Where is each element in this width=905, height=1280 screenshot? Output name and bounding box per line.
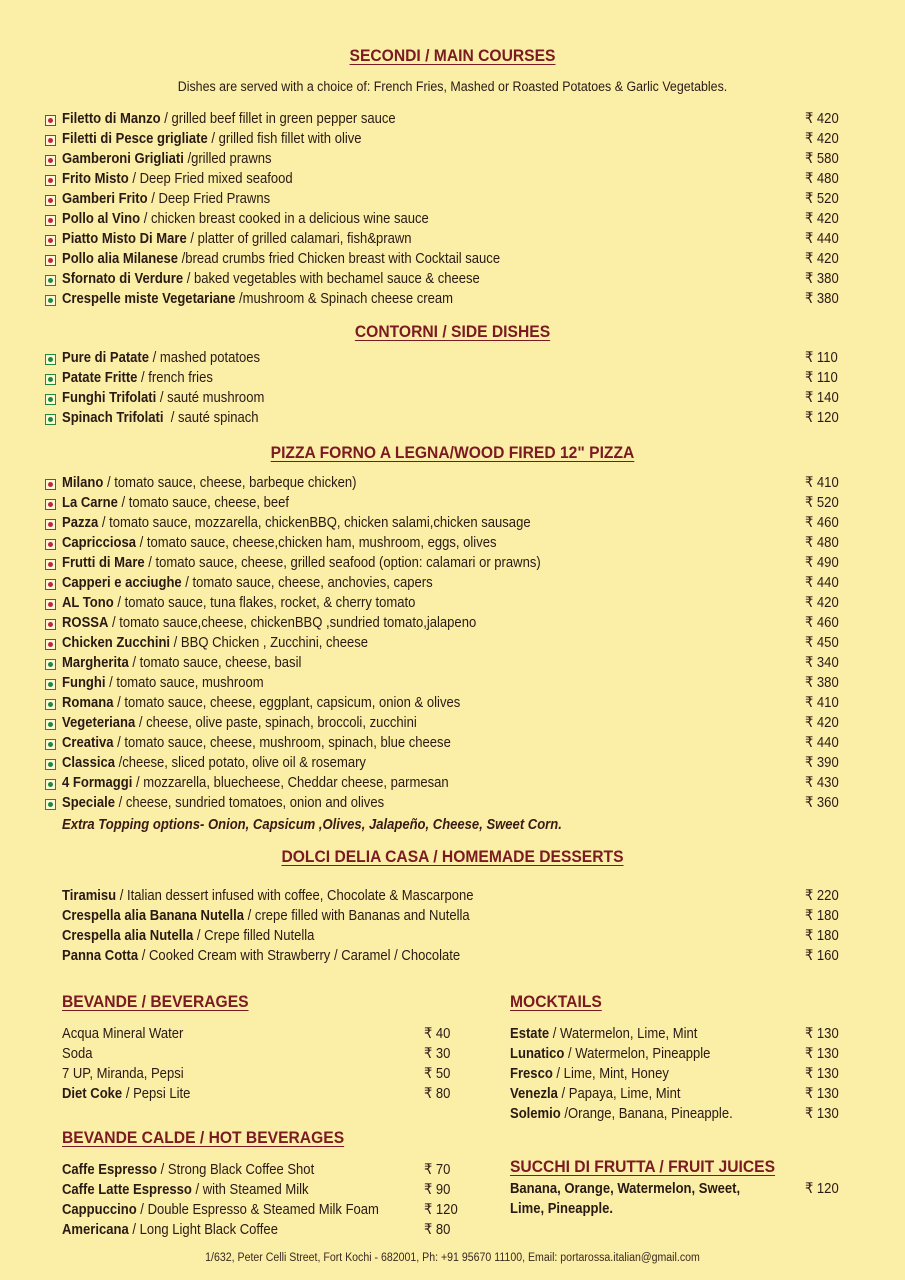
item-name: Crespella alia Banana Nutella <box>62 908 245 924</box>
item-text <box>510 1106 733 1122</box>
item-name: Venezla <box>510 1086 558 1102</box>
nonveg-mark-icon <box>45 255 56 266</box>
item-price: ₹ 50 <box>424 1066 451 1082</box>
menu-page: SECONDI / MAIN COURSES Dishes are served with a choice of: French Fries, Mashed or Roasted Potatoes & Garlic Vegetables. Filetto di Manzo / grilled beef fillet in green pepper sauce ₹ 420 Filetti di Pesce grigliate / grilled fish fillet with olive ₹ 420 Gamberoni Grigliati /grilled prawns ₹ 580 Frito Misto / Deep Fried mixed seafood ₹ 480 Gamberi Frito / Deep Fried Prawns ₹ 520 Pollo al Vino / chicken breast cooked in a delicious wine sauce ₹ 420 Piatto Misto Di Mare / platter of grilled calamari, fish&prawn ₹ 440 Pollo alia Milanese /bread crumbs fried Chicken breast with Cocktail sauce ₹ 420 Sfornato di Verdure / baked vegetables with bechamel sauce & cheese ₹ 380 Crespelle miste Vegetariane /mushroom & Spinach cheese cream ₹ 380 CONTORNI / SIDE DISHES Pure di Patate / mashed potatoes ₹ 110 Patate Fritte / french fries ₹ 110 Funghi Trifolati / sauté mushroom ₹ 140 Spinach Trifolati / sauté spinach ₹ 120 PIZZA FORNO A LEGNA/WOOD FIRED 12" PIZZA Milano / tomato sauce, cheese, barbeque chicken) ₹ 410 La Carne / tomato sauce, cheese, beef ₹ 520 Pazza / tomato sauce, mozzarella, chickenBBQ, chicken salami,chicken sausage ₹ 460 Capricciosa / tomato sauce, cheese,chicken ham, mushroom, eggs, olives ₹ 480 Frutti di Mare / tomato sauce, cheese, grilled seafood (option: calamari or prawns) ₹ 490 Capperi e acciughe / tomato sauce, cheese, anchovies, capers ₹ 440 AL Tono / tomato sauce, tuna flakes, rocket, & cherry tomato ₹ 420 ROSSA / tomato sauce,cheese, chickenBBQ ,sundried tomato,jalapeno ₹ 460 Chicken Zucchini / BBQ Chicken , Zucchini, cheese ₹ 450 Margherita / tomato sauce, cheese, basil ₹ 340 Funghi / tomato sauce, mushroom ₹ 380 Romana / tomato sauce, cheese, eggplant, capsicum, onion & olives ₹ 410 Vegeteriana / cheese, olive paste, spinach, broccoli, zucchini ₹ 420 Creativa / tomato sauce, cheese, mushroom, spinach, blue cheese ₹ 440 Classica /cheese, sliced potato, olive oil & rosemary ₹ 390 4 Formaggi / mozzarella, bluecheese, Cheddar cheese, parmesan ₹ 430 Speciale / cheese, sundried tomatoes, onion and olives ₹ 360 Extra Topping options- Onion, Capsicum ,Olives, Jalapeño, Cheese, Sweet Corn. DOLCI DELIA CASA / HOMEMADE DESSERTS Tiramisu / Italian dessert infused with coffee, Chocolate & Mascarpone ₹ 220 Crespella alia Banana Nutella / crepe filled with Bananas and Nutella ₹ 180 Crespella alia Nutella / Crepe filled Nutella ₹ 180 Panna Cotta / Cooked Cream with Strawberry / Caramel / Chocolate ₹ 160 BEVANDE / BEVERAGES Acqua Mineral Water ₹ 40 Soda ₹ 30 7 UP, Miranda, Pepsi ₹ 50 Diet Coke / Pepsi Lite ₹ 80 BEVANDE CALDE / HOT BEVERAGES Caffe Espresso / Strong Black Coffee Shot ₹ 70 Caffe Latte Espresso / with Steamed Milk ₹ 90 Cappuccino / Double Espresso & Steamed Milk Foam ₹ 120 Americana / Long Light Black Coffee ₹ 80 MOCKTAILS Estate / Watermelon, Lime, Mint ₹ 130 Lunatico / Watermelon, Pineapple ₹ 130 Fresco / Lime, Mint, Honey ₹ 130 Venezla / Papaya, Lime, Mint ₹ 130 Solemio /Orange, Banana, Pineapple. ₹ 130 SUCCHI DI FRUTTA / FRUIT JUICES Banana, Orange, Watermelon, Sweet, Lime, Pineapple. ₹ 120 1/632, Peter Celli Street, Fort Kochi - 682001, Ph: +91 95670 11100, Email: portarossa.italian@gmail.com <box>0 0 905 1280</box>
secondi-heading: SECONDI / MAIN COURSES <box>349 46 556 65</box>
veg-mark-icon <box>45 659 56 670</box>
bevande-heading: BEVANDE / BEVERAGES <box>62 992 249 1011</box>
calde-heading: BEVANDE CALDE / HOT BEVERAGES <box>62 1128 345 1147</box>
item-price: ₹ 440 <box>805 575 839 591</box>
item-price: ₹ 120 <box>805 410 839 426</box>
item-description: / tomato sauce,cheese, chickenBBQ ,sundried tomato,jalapeno <box>108 615 477 631</box>
item-name: ROSSA <box>62 615 109 631</box>
secondi-item <box>0 251 905 271</box>
item-description: / Lime, Mint, Honey <box>552 1066 669 1082</box>
contorni-heading: CONTORNI / SIDE DISHES <box>354 322 551 341</box>
item-name: AL Tono <box>62 595 114 611</box>
mocktails-item <box>0 1106 905 1126</box>
item-price: ₹ 410 <box>805 695 839 711</box>
item-name: Panna Cotta <box>62 948 139 964</box>
item-text <box>62 390 264 406</box>
item-description: / cheese, sundried tomatoes, onion and olives <box>114 795 385 811</box>
mocktails-item <box>0 1086 905 1106</box>
item-description: / Cooked Cream with Strawberry / Caramel / Chocolate <box>138 948 461 964</box>
secondi-item <box>0 151 905 171</box>
item-description: / Watermelon, Lime, Mint <box>549 1026 698 1042</box>
item-price: ₹ 410 <box>805 475 839 491</box>
nonveg-mark-icon <box>45 519 56 530</box>
item-name: Creativa <box>62 735 114 751</box>
veg-mark-icon <box>45 779 56 790</box>
item-description: Acqua Mineral Water <box>62 1026 184 1042</box>
item-price: ₹ 460 <box>805 615 839 631</box>
item-price: ₹ 420 <box>805 111 839 127</box>
item-price: ₹ 110 <box>805 370 838 386</box>
item-price: ₹ 420 <box>805 715 839 731</box>
veg-mark-icon <box>45 679 56 690</box>
item-price: ₹ 130 <box>805 1066 839 1082</box>
item-name: Solemio <box>510 1106 561 1122</box>
nonveg-mark-icon <box>45 195 56 206</box>
secondi-note: Dishes are served with a choice of: French Fries, Mashed or Roasted Potatoes & Garlic Vegetables. <box>177 79 728 94</box>
item-description: / mozzarella, bluecheese, Cheddar cheese, parmesan <box>132 775 449 791</box>
secondi-item <box>0 211 905 231</box>
item-price: ₹ 130 <box>805 1026 839 1042</box>
item-price: ₹ 140 <box>805 390 839 406</box>
item-name: Vegeteriana <box>62 715 136 731</box>
item-price: ₹ 130 <box>805 1086 839 1102</box>
nonveg-mark-icon <box>45 579 56 590</box>
pizza-item <box>0 555 905 575</box>
veg-mark-icon <box>45 739 56 750</box>
item-text <box>62 675 264 691</box>
item-name: Filetti di Pesce grigliate <box>62 131 208 147</box>
item-price: ₹ 90 <box>424 1182 451 1198</box>
item-text <box>62 350 260 366</box>
item-description: / sauté spinach <box>163 410 259 426</box>
item-description: /cheese, sliced potato, olive oil & rosemary <box>114 755 366 771</box>
contorni-item <box>0 410 905 430</box>
item-description: / tomato sauce, cheese, barbeque chicken) <box>103 475 357 491</box>
pizza-item <box>0 735 905 755</box>
item-price: ₹ 460 <box>805 515 839 531</box>
secondi-item <box>0 291 905 311</box>
item-text <box>62 948 460 964</box>
item-description: / Deep Fried Prawns <box>147 191 271 207</box>
veg-mark-icon <box>45 394 56 405</box>
item-name: La Carne <box>62 495 118 511</box>
calde-item <box>0 1202 905 1222</box>
veg-mark-icon <box>45 275 56 286</box>
item-text <box>62 575 433 591</box>
item-text <box>62 495 289 511</box>
item-text <box>62 555 541 571</box>
item-price: ₹ 520 <box>805 495 839 511</box>
item-price: ₹ 80 <box>424 1086 451 1102</box>
pizza-item <box>0 615 905 635</box>
nonveg-mark-icon <box>45 639 56 650</box>
item-name: Pollo al Vino <box>62 211 141 227</box>
item-text <box>62 715 417 731</box>
item-description: / tomato sauce, cheese, anchovies, capers <box>181 575 433 591</box>
item-text <box>62 131 362 147</box>
secondi-item <box>0 271 905 291</box>
item-text <box>62 211 429 227</box>
item-name: Caffe Espresso <box>62 1162 158 1178</box>
item-description: / tomato sauce, tuna flakes, rocket, & cherry tomato <box>113 595 416 611</box>
nonveg-mark-icon <box>45 175 56 186</box>
item-price: ₹ 420 <box>805 211 839 227</box>
item-description: / platter of grilled calamari, fish&prawn <box>186 231 412 247</box>
nonveg-mark-icon <box>45 539 56 550</box>
item-name: Fresco <box>510 1066 553 1082</box>
item-price: ₹ 130 <box>805 1046 839 1062</box>
pizza-item <box>0 635 905 655</box>
item-name: Milano <box>62 475 104 491</box>
item-name: Crespelle miste Vegetariane <box>62 291 236 307</box>
secondi-item <box>0 191 905 211</box>
item-name: Gamberi Frito <box>62 191 148 207</box>
item-price: ₹ 390 <box>805 755 839 771</box>
pizza-item <box>0 535 905 555</box>
item-price: ₹ 480 <box>805 171 839 187</box>
item-text <box>62 151 272 167</box>
item-description: 7 UP, Miranda, Pepsi <box>62 1066 184 1082</box>
veg-mark-icon <box>45 374 56 385</box>
veg-mark-icon <box>45 414 56 425</box>
item-description: / BBQ Chicken , Zucchini, cheese <box>170 635 369 651</box>
contorni-item <box>0 350 905 370</box>
item-name: 4 Formaggi <box>62 775 133 791</box>
item-name: Pollo alia Milanese <box>62 251 179 267</box>
pizza-item <box>0 475 905 495</box>
item-description: / sauté mushroom <box>156 390 265 406</box>
item-name: Capperi e acciughe <box>62 575 182 591</box>
item-text <box>62 191 270 207</box>
item-text <box>62 888 474 904</box>
item-name: Cappuccino <box>62 1202 137 1218</box>
calde-item <box>0 1222 905 1242</box>
veg-mark-icon <box>45 295 56 306</box>
item-description: / tomato sauce, cheese, mushroom, spinach, blue cheese <box>113 735 451 751</box>
item-name: Pazza <box>62 515 99 531</box>
item-text <box>62 735 451 751</box>
item-price: ₹ 360 <box>805 795 839 811</box>
item-description: / chicken breast cooked in a delicious wine sauce <box>140 211 429 227</box>
mocktails-heading: MOCKTAILS <box>510 992 602 1011</box>
item-price: ₹ 340 <box>805 655 839 671</box>
item-name: Frutti di Mare <box>62 555 145 571</box>
item-description: / tomato sauce, cheese,chicken ham, mushroom, eggs, olives <box>135 535 497 551</box>
item-description: / baked vegetables with bechamel sauce & cheese <box>183 271 480 287</box>
secondi-item <box>0 111 905 131</box>
item-description: / grilled fish fillet with olive <box>207 131 362 147</box>
item-name: Crespella alia Nutella <box>62 928 194 944</box>
item-price: ₹ 160 <box>805 948 839 964</box>
item-text <box>510 1026 697 1042</box>
item-text <box>62 251 500 267</box>
item-text <box>510 1066 669 1082</box>
item-description: / grilled beef fillet in green pepper sauce <box>160 111 396 127</box>
item-description: /bread crumbs fried Chicken breast with Cocktail sauce <box>178 251 501 267</box>
succhi-heading: SUCCHI DI FRUTTA / FRUIT JUICES <box>510 1157 776 1176</box>
item-price: ₹ 520 <box>805 191 839 207</box>
item-description: / Strong Black Coffee Shot <box>157 1162 315 1178</box>
item-text <box>510 1046 710 1062</box>
item-price: ₹ 380 <box>805 271 839 287</box>
item-price: ₹ 30 <box>424 1046 451 1062</box>
veg-mark-icon <box>45 354 56 365</box>
item-text <box>62 615 476 631</box>
item-text <box>62 655 301 671</box>
item-description: / Double Espresso & Steamed Milk Foam <box>136 1202 379 1218</box>
item-description: / cheese, olive paste, spinach, broccoli, zucchini <box>135 715 417 731</box>
item-description: / Crepe filled Nutella <box>193 928 315 944</box>
nonveg-mark-icon <box>45 155 56 166</box>
item-name: Diet Coke <box>62 1086 123 1102</box>
item-text <box>62 410 259 426</box>
veg-mark-icon <box>45 719 56 730</box>
nonveg-mark-icon <box>45 599 56 610</box>
item-price: ₹ 420 <box>805 251 839 267</box>
item-text <box>62 231 412 247</box>
dolci-heading: DOLCI DELIA CASA / HOMEMADE DESSERTS <box>281 847 624 866</box>
item-name: Americana <box>62 1222 129 1238</box>
item-text <box>62 171 293 187</box>
item-description: / tomato sauce, mozzarella, chickenBBQ, chicken salami,chicken sausage <box>98 515 531 531</box>
pizza-item <box>0 755 905 775</box>
extra-topping-note: Extra Topping options- Onion, Capsicum ,Olives, Jalapeño, Cheese, Sweet Corn. <box>62 817 562 833</box>
item-name: Funghi Trifolati <box>62 390 157 406</box>
contorni-item <box>0 370 905 390</box>
item-description: / tomato sauce, cheese, eggplant, capsicum, onion & olives <box>113 695 461 711</box>
secondi-item <box>0 231 905 251</box>
item-name: Pure di Patate <box>62 350 150 366</box>
pizza-item <box>0 795 905 815</box>
item-description: / Italian dessert infused with coffee, Chocolate & Mascarpone <box>116 888 474 904</box>
item-description: / with Steamed Milk <box>191 1182 309 1198</box>
item-price: ₹ 440 <box>805 231 839 247</box>
item-description: / tomato sauce, cheese, grilled seafood (option: calamari or prawns) <box>144 555 541 571</box>
item-text <box>62 755 366 771</box>
item-name: Estate <box>510 1026 550 1042</box>
footer-address: 1/632, Peter Celli Street, Fort Kochi - 682001, Ph: +91 95670 11100, Email: portarossa.italian@gmail.com <box>205 1252 700 1264</box>
item-text <box>62 775 449 791</box>
item-name: Capricciosa <box>62 535 136 551</box>
item-price: ₹ 130 <box>805 1106 839 1122</box>
item-name: Romana <box>62 695 114 711</box>
nonveg-mark-icon <box>45 619 56 630</box>
item-text <box>62 1202 379 1218</box>
pizza-heading: PIZZA FORNO A LEGNA/WOOD FIRED 12" PIZZA <box>270 443 635 462</box>
item-description: / Deep Fried mixed seafood <box>128 171 293 187</box>
item-name: Filetto di Manzo <box>62 111 161 127</box>
veg-mark-icon <box>45 699 56 710</box>
nonveg-mark-icon <box>45 135 56 146</box>
item-text <box>62 1222 278 1238</box>
item-name: Funghi <box>62 675 106 691</box>
item-description: /grilled prawns <box>183 151 272 167</box>
item-price: ₹ 420 <box>805 595 839 611</box>
item-name: Piatto Misto Di Mare <box>62 231 187 247</box>
item-price: ₹ 380 <box>805 675 839 691</box>
item-description: / french fries <box>137 370 213 386</box>
item-name: Sfornato di Verdure <box>62 271 184 287</box>
nonveg-mark-icon <box>45 499 56 510</box>
secondi-item <box>0 171 905 191</box>
item-price: ₹ 110 <box>805 350 838 366</box>
nonveg-mark-icon <box>45 235 56 246</box>
pizza-item <box>0 715 905 735</box>
item-text <box>62 795 384 811</box>
item-price: ₹ 220 <box>805 888 839 904</box>
item-description: / Papaya, Lime, Mint <box>557 1086 681 1102</box>
item-price: ₹ 380 <box>805 291 839 307</box>
item-description: / tomato sauce, mushroom <box>105 675 264 691</box>
nonveg-mark-icon <box>45 559 56 570</box>
item-text <box>62 695 460 711</box>
pizza-item <box>0 695 905 715</box>
pizza-item <box>0 495 905 515</box>
item-price: ₹ 430 <box>805 775 839 791</box>
item-description: / Long Light Black Coffee <box>128 1222 278 1238</box>
mocktails-item <box>0 1026 905 1046</box>
item-text <box>62 111 396 127</box>
mocktails-item <box>0 1066 905 1086</box>
item-description: Soda <box>62 1046 93 1062</box>
item-text <box>62 475 357 491</box>
dolci-item <box>0 948 905 968</box>
item-price: ₹ 180 <box>805 908 839 924</box>
item-text <box>62 928 314 944</box>
item-price: ₹ 80 <box>424 1222 451 1238</box>
item-text <box>62 515 531 531</box>
dolci-item <box>0 888 905 908</box>
item-price: ₹ 480 <box>805 535 839 551</box>
item-name: Frito Misto <box>62 171 129 187</box>
item-price: ₹ 450 <box>805 635 839 651</box>
item-name: Margherita <box>62 655 129 671</box>
item-name: Chicken Zucchini <box>62 635 171 651</box>
veg-mark-icon <box>45 799 56 810</box>
nonveg-mark-icon <box>45 479 56 490</box>
item-description: / Watermelon, Pineapple <box>564 1046 711 1062</box>
item-text <box>62 908 470 924</box>
item-price: ₹ 490 <box>805 555 839 571</box>
item-text <box>62 370 213 386</box>
mocktails-item <box>0 1046 905 1066</box>
item-text <box>62 535 497 551</box>
pizza-item <box>0 595 905 615</box>
item-text <box>62 1162 314 1178</box>
pizza-item <box>0 515 905 535</box>
item-text <box>510 1086 680 1102</box>
item-price: ₹ 420 <box>805 131 839 147</box>
item-name: Speciale <box>62 795 115 811</box>
nonveg-mark-icon <box>45 215 56 226</box>
item-description: /mushroom & Spinach cheese cream <box>235 291 453 307</box>
item-text <box>62 635 368 651</box>
item-name: Lunatico <box>510 1046 565 1062</box>
item-description: / mashed potatoes <box>149 350 261 366</box>
item-text <box>62 271 480 287</box>
item-description: / tomato sauce, cheese, basil <box>128 655 302 671</box>
item-description: / Pepsi Lite <box>122 1086 191 1102</box>
item-name: Patate Fritte <box>62 370 138 386</box>
item-name: Classica <box>62 755 115 771</box>
dolci-item <box>0 908 905 928</box>
pizza-item <box>0 575 905 595</box>
contorni-item <box>0 390 905 410</box>
item-price: ₹ 120 <box>424 1202 458 1218</box>
item-description: / crepe filled with Bananas and Nutella <box>244 908 470 924</box>
pizza-item <box>0 775 905 795</box>
item-price: ₹ 580 <box>805 151 839 167</box>
item-name: Spinach Trifolati <box>62 410 164 426</box>
calde-item <box>0 1182 905 1202</box>
nonveg-mark-icon <box>45 115 56 126</box>
item-name: Caffe Latte Espresso <box>62 1182 192 1198</box>
secondi-item <box>0 131 905 151</box>
item-price: ₹ 440 <box>805 735 839 751</box>
item-description: / tomato sauce, cheese, beef <box>117 495 290 511</box>
item-price: ₹ 180 <box>805 928 839 944</box>
item-text <box>62 1182 309 1198</box>
item-text <box>62 595 415 611</box>
pizza-item <box>0 675 905 695</box>
item-name: Tiramisu <box>62 888 117 904</box>
dolci-item <box>0 928 905 948</box>
item-name: Gamberoni Grigliati <box>62 151 184 167</box>
item-text <box>62 291 453 307</box>
item-description: /Orange, Banana, Pineapple. <box>560 1106 733 1122</box>
item-price: ₹ 70 <box>424 1162 451 1178</box>
veg-mark-icon <box>45 759 56 770</box>
pizza-item <box>0 655 905 675</box>
item-price: ₹ 40 <box>424 1026 451 1042</box>
